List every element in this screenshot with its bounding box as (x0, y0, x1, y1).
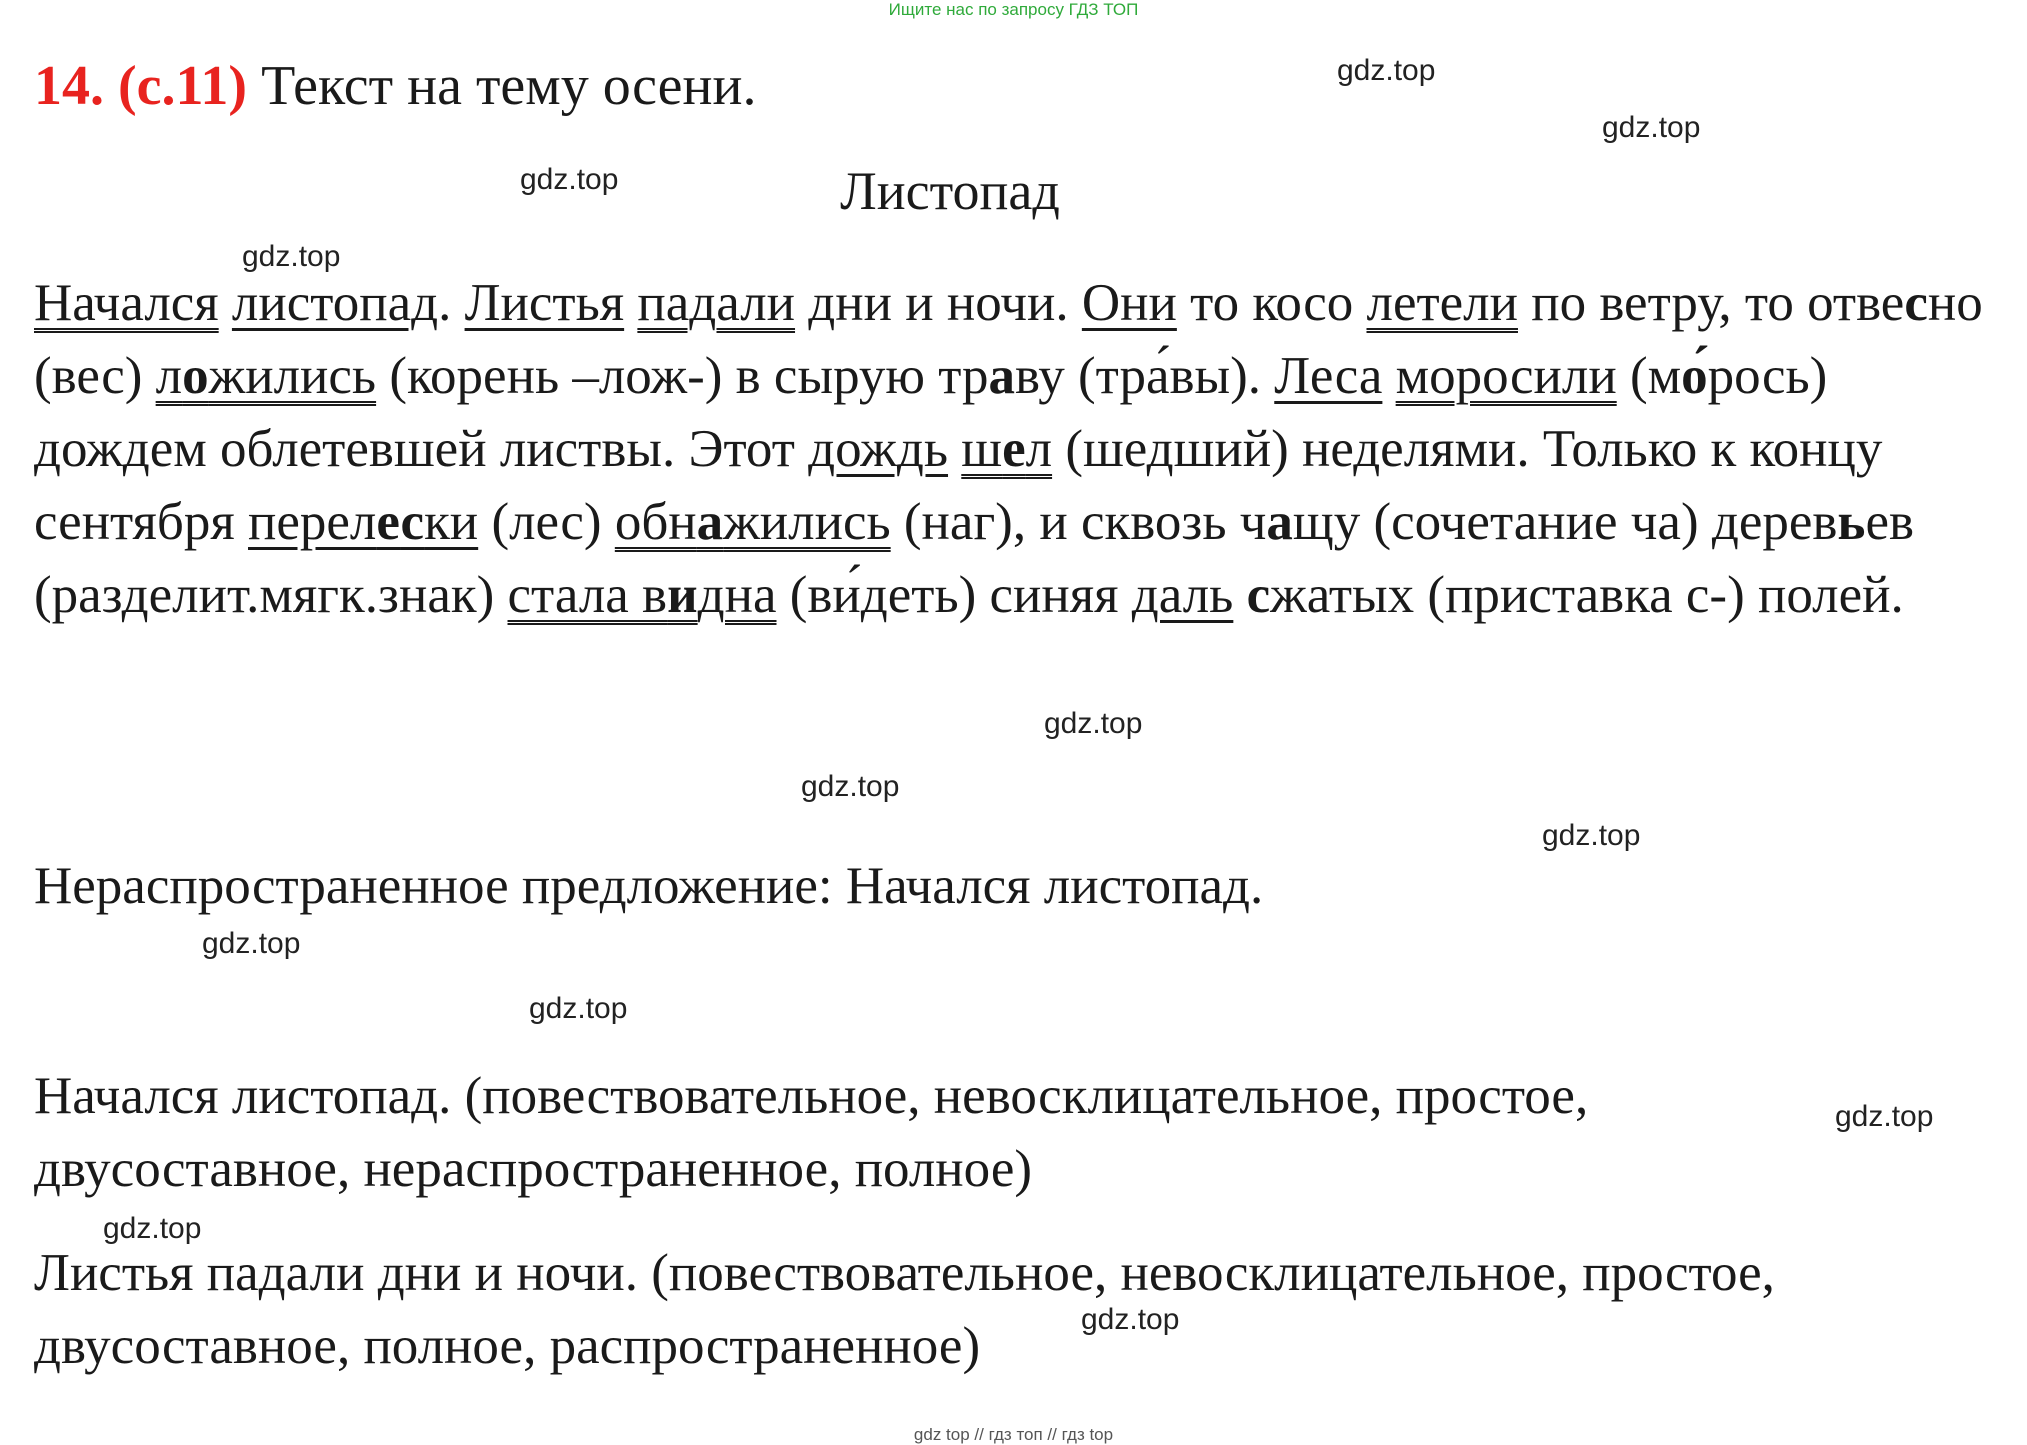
predicate-word: листопад (231, 274, 439, 332)
text-span: ев (разделит.мягк.знак) (34, 493, 1914, 624)
highlighted-letter: с (1246, 566, 1271, 624)
watermark: gdz.top (529, 992, 628, 1025)
footer-watermark: gdz top // гдз топ // гдз top (913, 1425, 1114, 1444)
text-span: обн (614, 493, 697, 551)
predicate-word: летели (1366, 274, 1518, 332)
text-span: то косо (1176, 274, 1367, 332)
exercise-heading (34, 54, 756, 118)
subject-word: дождь (808, 420, 949, 478)
highlighted-letter: ь (1837, 493, 1866, 551)
text-span: ш (961, 420, 1003, 478)
text-span: дни и ночи. (795, 274, 1082, 332)
analysis-sentence-2: Листья падали дни и ночи. (повествовательное, невосклицательное, простое, двусоставное, полное, распространенное) (34, 1244, 1775, 1375)
watermark: gdz.top (801, 770, 900, 803)
text-span: рось) дождем облетевшей листвы. Этот (34, 347, 1828, 478)
watermark: gdz.top (202, 927, 301, 960)
text-span: жились (723, 493, 891, 551)
text-span: л (155, 347, 183, 405)
text-span (948, 420, 961, 478)
text-span (624, 274, 637, 332)
watermark: gdz.top (1081, 1303, 1180, 1336)
text-span: но (вес) (34, 274, 1983, 405)
highlighted-letter: и (667, 566, 698, 624)
highlighted-letter: с (1904, 274, 1928, 332)
text-span: (лес) (478, 493, 615, 551)
subject-word (248, 493, 478, 551)
watermark: gdz.top (1542, 819, 1641, 852)
text-title: Листопад (840, 161, 1060, 221)
subject-word: даль (1131, 566, 1234, 624)
subject-word: Леса (1274, 347, 1383, 405)
text-span (1382, 347, 1395, 405)
highlighted-letter: а (988, 347, 1016, 405)
analysis-sentence-1: Начался листопад. (повествовательное, невосклицательное, простое, двусоставное, нераспространенное, полное) (34, 1067, 1589, 1198)
watermark: gdz.top (242, 240, 341, 273)
text-span: дна (697, 566, 777, 624)
text-span: (ви́деть) синяя (776, 566, 1132, 624)
text-span: щу (сочетание ча) дерев (1292, 493, 1838, 551)
search-hint: Ищите нас по запросу ГДЗ ТОП (888, 0, 1139, 19)
text-span: ки (424, 493, 479, 551)
text-span (1233, 566, 1246, 624)
exercise-number: 14. (с.11) (34, 55, 248, 117)
text-span: перел (248, 493, 377, 551)
predicate-word (508, 566, 777, 624)
simple-sentence: Нераспространенное предложение: Начался листопад. (34, 857, 1264, 915)
predicate-word: падали (637, 274, 796, 332)
text-span: жатых (приставка с-) полей. (1270, 566, 1904, 624)
highlighted-letter: с (400, 493, 425, 551)
text-span: (шедший) неделями. Только к концу сентября (34, 420, 1883, 551)
text-span: ву (тра́вы). (1015, 347, 1275, 405)
highlighted-letter: е (1002, 420, 1026, 478)
text-span: (корень –лож-) в сырую тр (376, 347, 989, 405)
watermark: gdz.top (520, 163, 619, 196)
main-text (34, 267, 1994, 632)
text-span: л (1025, 420, 1053, 478)
text-span: жились (208, 347, 377, 405)
watermark: gdz.top (1044, 707, 1143, 740)
subject-word: Они (1081, 274, 1177, 332)
predicate-word (156, 347, 376, 405)
predicate-word: моросили (1395, 347, 1617, 405)
highlighted-letter: о́ (1681, 347, 1708, 405)
predicate-word (615, 493, 891, 551)
highlighted-letter: о (182, 347, 209, 405)
exercise-task: Текст на тему осени. (247, 55, 757, 117)
text-span: . (438, 274, 465, 332)
watermark: gdz.top (103, 1212, 202, 1245)
watermark: gdz.top (1602, 111, 1701, 144)
predicate-word (961, 420, 1052, 478)
text-span (219, 274, 232, 332)
watermark: gdz.top (1337, 54, 1436, 87)
text-span: (м (1616, 347, 1682, 405)
highlighted-letter: е (376, 493, 401, 551)
text-span: по ветру, то отве (1517, 274, 1905, 332)
highlighted-letter: а (696, 493, 724, 551)
highlighted-letter: а (1266, 493, 1293, 551)
watermark: gdz.top (1835, 1100, 1934, 1133)
text-span: стала в (507, 566, 668, 624)
subject-word: Начался (34, 274, 219, 332)
text-span: (наг), и сквозь ч (890, 493, 1267, 551)
subject-word: Листья (464, 274, 625, 332)
